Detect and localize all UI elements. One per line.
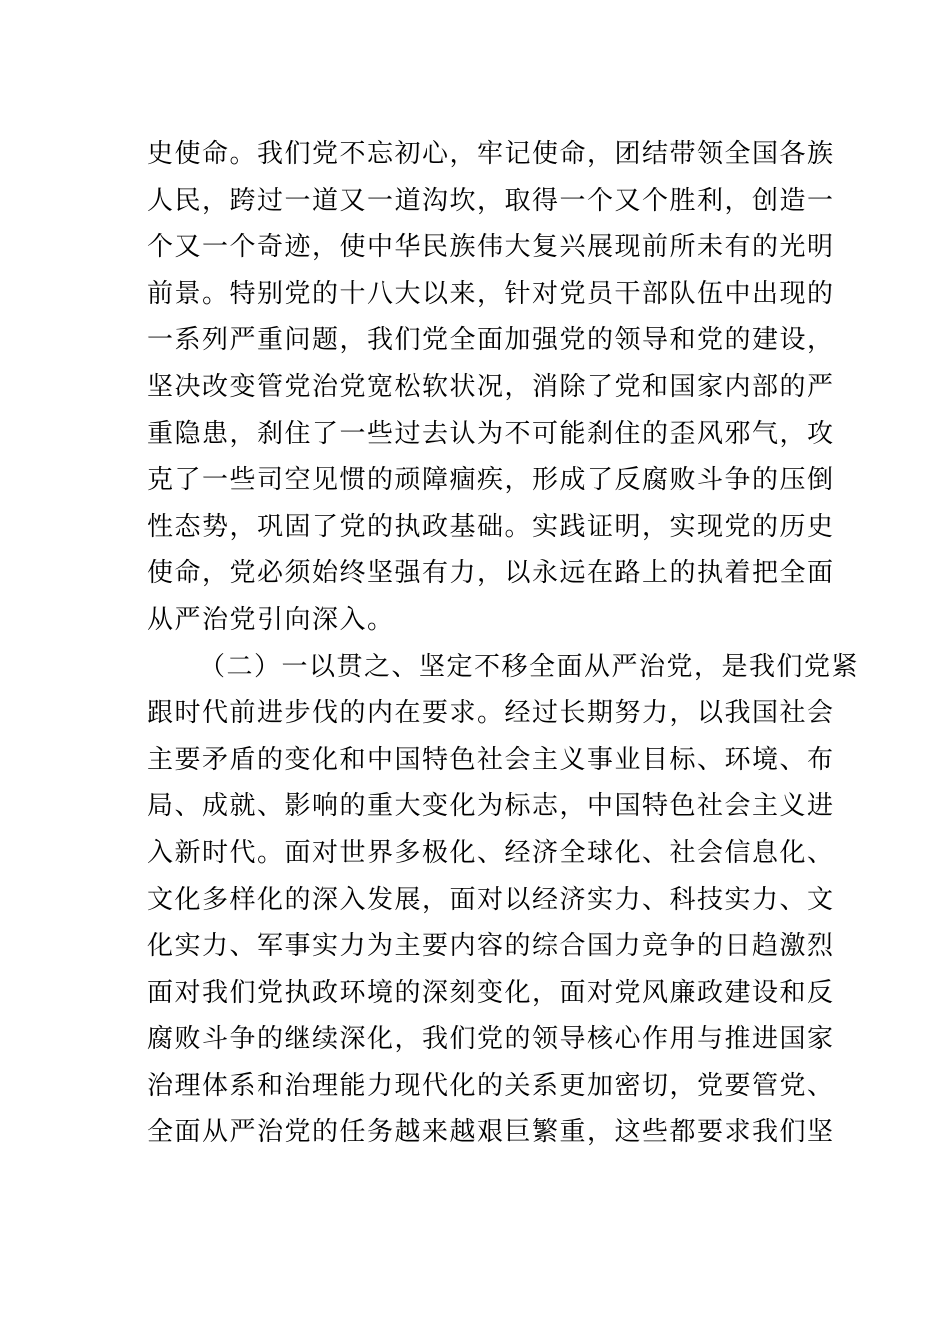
text-line: （二）一以贯之、坚定不移全面从严治党，是我们党紧 bbox=[199, 651, 860, 682]
text-line: 全面从严治党的任务越来越艰巨繁重，这些都要求我们坚 bbox=[147, 1117, 835, 1148]
paragraph-1 bbox=[147, 131, 835, 644]
paragraph-2 bbox=[147, 644, 860, 1157]
text-line: 治理体系和治理能力现代化的关系更加密切，党要管党、 bbox=[147, 1070, 835, 1101]
text-line: 面对我们党执政环境的深刻变化，面对党风廉政建设和反 bbox=[147, 977, 835, 1008]
text-line: 性态势，巩固了党的执政基础。实践证明，实现党的历史 bbox=[147, 511, 835, 542]
text-line: 重隐患，刹住了一些过去认为不可能刹住的歪风邪气，攻 bbox=[147, 418, 835, 449]
text-line: 跟时代前进步伐的内在要求。经过长期努力，以我国社会 bbox=[147, 698, 835, 729]
text-line: 一系列严重问题，我们党全面加强党的领导和党的建设， bbox=[147, 325, 835, 356]
text-line: 从严治党引向深入。 bbox=[147, 604, 395, 635]
text-line: 文化多样化的深入发展，面对以经济实力、科技实力、文 bbox=[147, 884, 835, 915]
text-line: 坚决改变管党治党宽松软状况，消除了党和国家内部的严 bbox=[147, 371, 835, 402]
text-line: 前景。特别党的十八大以来，针对党员干部队伍中出现的 bbox=[147, 278, 835, 309]
text-line: 腐败斗争的继续深化，我们党的领导核心作用与推进国家 bbox=[147, 1024, 835, 1055]
text-line: 入新时代。面对世界多极化、经济全球化、社会信息化、 bbox=[147, 837, 835, 868]
text-line: 史使命。我们党不忘初心，牢记使命，团结带领全国各族 bbox=[147, 139, 835, 169]
body-text bbox=[147, 131, 860, 1156]
text-line: 化实力、军事实力为主要内容的综合国力竞争的日趋激烈 bbox=[147, 931, 835, 962]
text-line: 使命，党必须始终坚强有力，以永远在路上的执着把全面 bbox=[147, 558, 835, 589]
text-line: 局、成就、影响的重大变化为标志，中国特色社会主义进 bbox=[147, 791, 835, 822]
text-line: 个又一个奇迹，使中华民族伟大复兴展现前所未有的光明 bbox=[147, 232, 835, 263]
text-line: 主要矛盾的变化和中国特色社会主义事业目标、环境、布 bbox=[147, 744, 835, 775]
text-line: 克了一些司空见惯的顽障痼疾，形成了反腐败斗争的压倒 bbox=[147, 465, 835, 496]
text-line: 人民，跨过一道又一道沟坎，取得一个又个胜利，创造一 bbox=[147, 185, 835, 216]
